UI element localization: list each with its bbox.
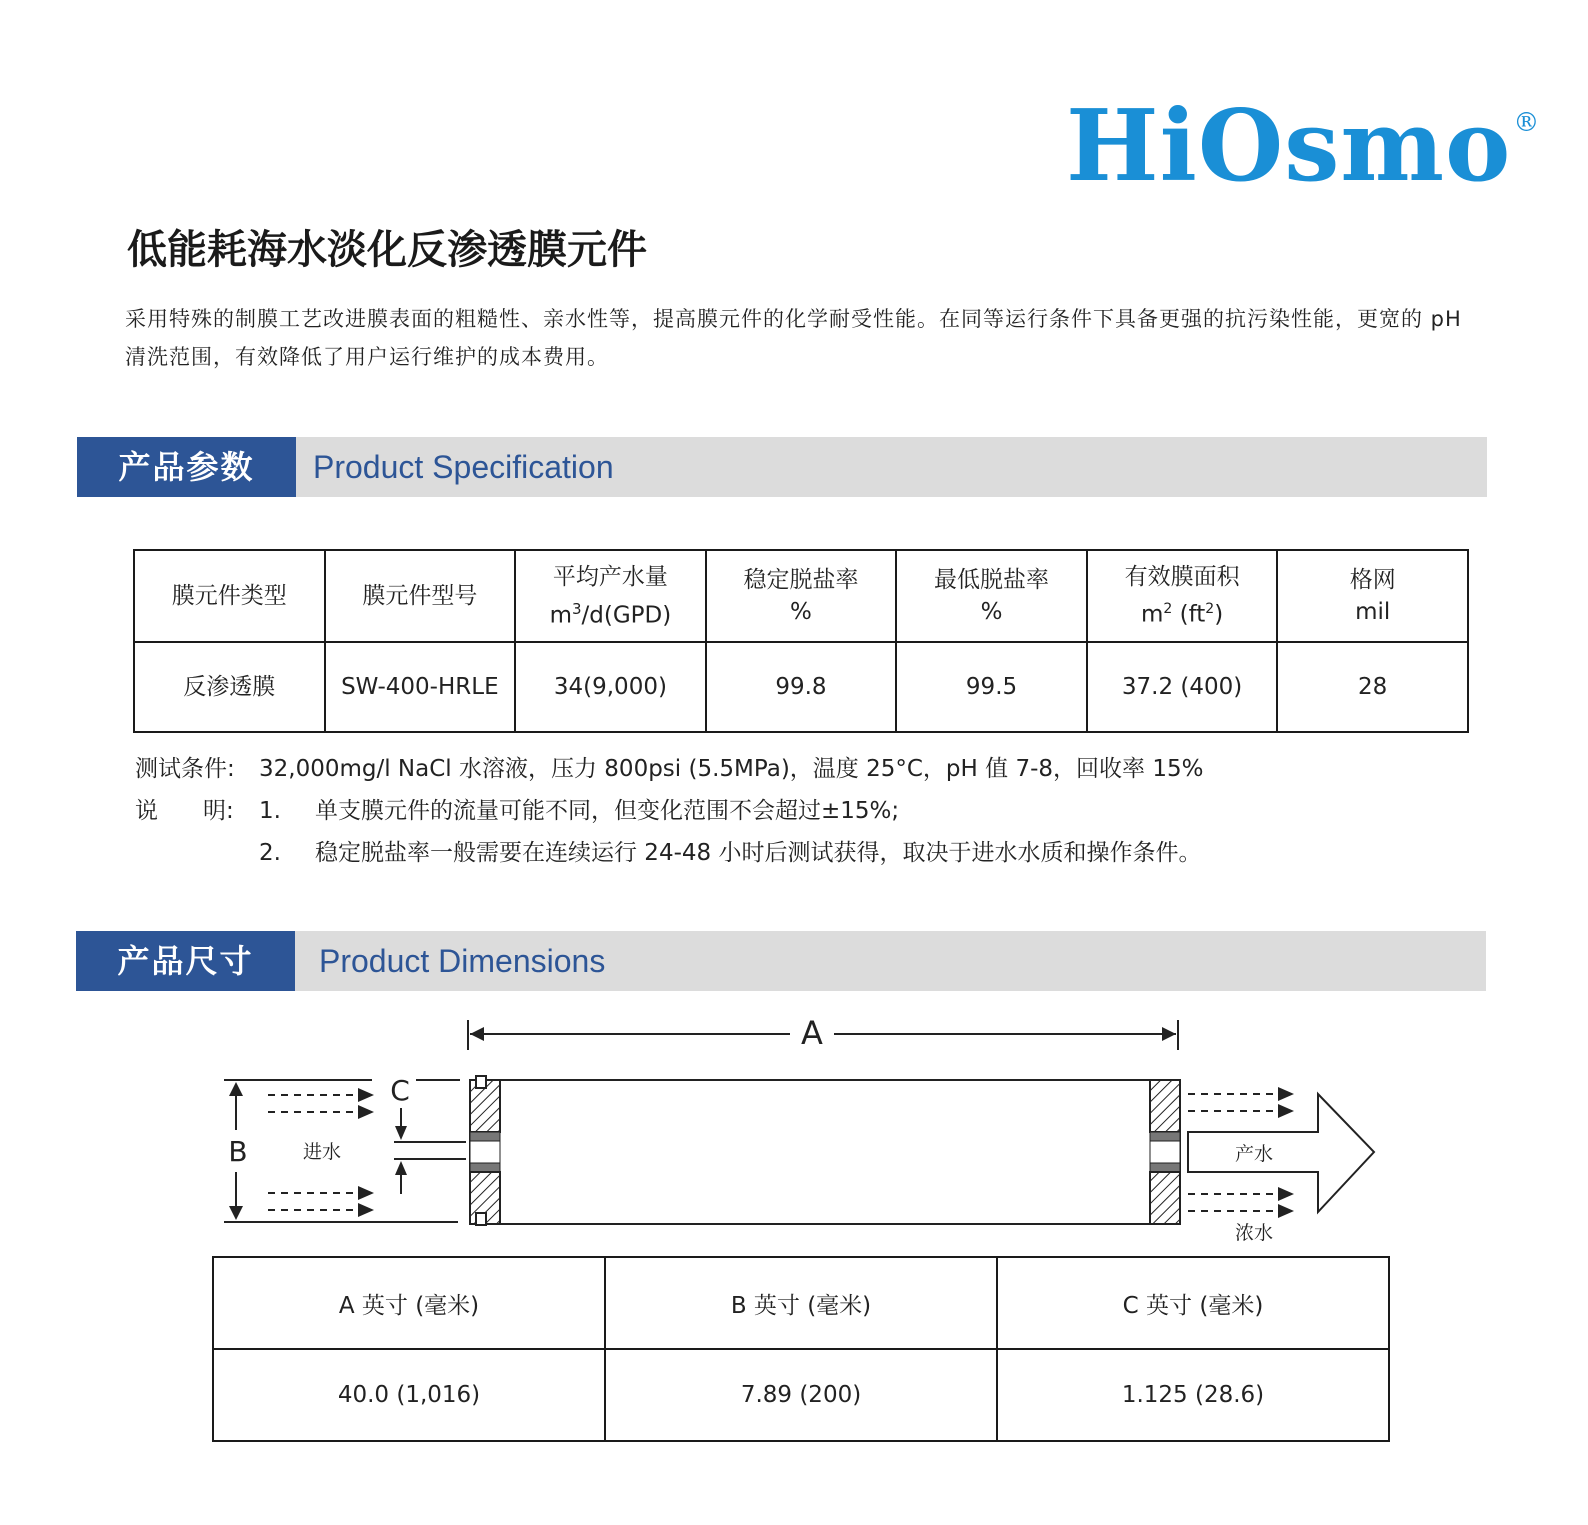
test-conditions-label: 测试条件: bbox=[135, 756, 235, 782]
table-header-row bbox=[213, 1257, 1389, 1349]
brand-logo-text: HiOsmo bbox=[1066, 89, 1512, 204]
unit-part: /d(GPD) bbox=[581, 602, 672, 629]
unit-sup: 2 bbox=[1205, 601, 1215, 618]
concentrate-label: 浓水 bbox=[1234, 1222, 1274, 1244]
registered-mark: ® bbox=[1513, 108, 1541, 138]
label-b: B bbox=[228, 1135, 248, 1168]
header-unit: mil bbox=[1355, 599, 1391, 625]
section-title-en: Product Dimensions bbox=[319, 943, 606, 979]
permeate-label: 产水 bbox=[1234, 1143, 1274, 1165]
dimension-table bbox=[212, 1256, 1390, 1442]
table-cell: 7.89 (200) bbox=[605, 1349, 997, 1441]
header-line: 稳定脱盐率 bbox=[743, 567, 859, 593]
section-title-en: Product Specification bbox=[313, 449, 614, 485]
table-cell: 34(9,000) bbox=[515, 642, 706, 732]
table-cell: 反渗透膜 bbox=[134, 642, 325, 732]
table-cell: SW-400-HRLE bbox=[325, 642, 516, 732]
note-number: 2. bbox=[259, 840, 281, 866]
feed-label: 进水 bbox=[302, 1141, 342, 1163]
table-cell: 40.0 (1,016) bbox=[213, 1349, 605, 1441]
note-text: 稳定脱盐率一般需要在连续运行 24-48 小时后测试获得，取决于进水水质和操作条件。 bbox=[315, 840, 1202, 866]
page-title: 低能耗海水淡化反渗透膜元件 bbox=[127, 227, 647, 273]
note-number: 1. bbox=[259, 798, 281, 824]
table-cell: 28 bbox=[1277, 642, 1468, 732]
note-text: 单支膜元件的流量可能不同，但变化范围不会超过±15%; bbox=[315, 798, 900, 824]
table-cell: 99.5 bbox=[896, 642, 1087, 732]
header-unit: % bbox=[980, 599, 1003, 625]
header-cell: C 英寸 (毫米) bbox=[997, 1257, 1389, 1349]
unit-sup: 2 bbox=[1163, 601, 1173, 618]
header-cell: B 英寸 (毫米) bbox=[605, 1257, 997, 1349]
unit-part: m bbox=[1140, 601, 1164, 628]
header-line: 格网 bbox=[1349, 567, 1396, 593]
dimension-c bbox=[390, 1074, 466, 1194]
unit-part: m bbox=[549, 602, 572, 629]
table-row bbox=[213, 1349, 1389, 1441]
intro-paragraph: 采用特殊的制膜工艺改进膜表面的粗糙性、亲水性等，提高膜元件的化学耐受性能。在同等运行条件下具备更强的抗污染性能，更宽的 pH 清洗范围，有效降低了用户运行维护的成本费用。 bbox=[125, 307, 1462, 369]
table-cell: 99.8 bbox=[706, 642, 897, 732]
header-unit: % bbox=[790, 599, 812, 625]
feed-arrowheads bbox=[358, 1088, 374, 1217]
header-line: 有效膜面积 bbox=[1124, 564, 1240, 591]
header-line: 膜元件型号 bbox=[362, 583, 478, 609]
membrane-element bbox=[470, 1076, 1180, 1225]
table-cell: 1.125 (28.6) bbox=[997, 1349, 1389, 1441]
header-cell: A 英寸 (毫米) bbox=[213, 1257, 605, 1349]
unit-sup: 3 bbox=[571, 599, 582, 618]
section-title-cn: 产品参数 bbox=[77, 437, 296, 497]
section-title-cn: 产品尺寸 bbox=[76, 931, 295, 991]
table-cell: 37.2 (400) bbox=[1087, 642, 1278, 732]
header-line: 最低脱盐率 bbox=[934, 567, 1050, 593]
note-label-part: 明: bbox=[203, 798, 234, 824]
label-a: A bbox=[801, 1014, 823, 1052]
test-conditions-text: 32,000mg/l NaCl 水溶液，压力 800psi (5.5MPa)，温度 25°C，pH 值 7-8，回收率 15% bbox=[259, 756, 1204, 782]
header-line: 膜元件类型 bbox=[171, 583, 287, 609]
label-c: C bbox=[390, 1074, 410, 1107]
unit-part: ) bbox=[1214, 601, 1224, 628]
note-label-part: 说 bbox=[135, 798, 158, 824]
unit-part: (ft bbox=[1172, 601, 1206, 628]
dimension-a bbox=[468, 1014, 1178, 1052]
header-line: 平均产水量 bbox=[552, 563, 668, 590]
